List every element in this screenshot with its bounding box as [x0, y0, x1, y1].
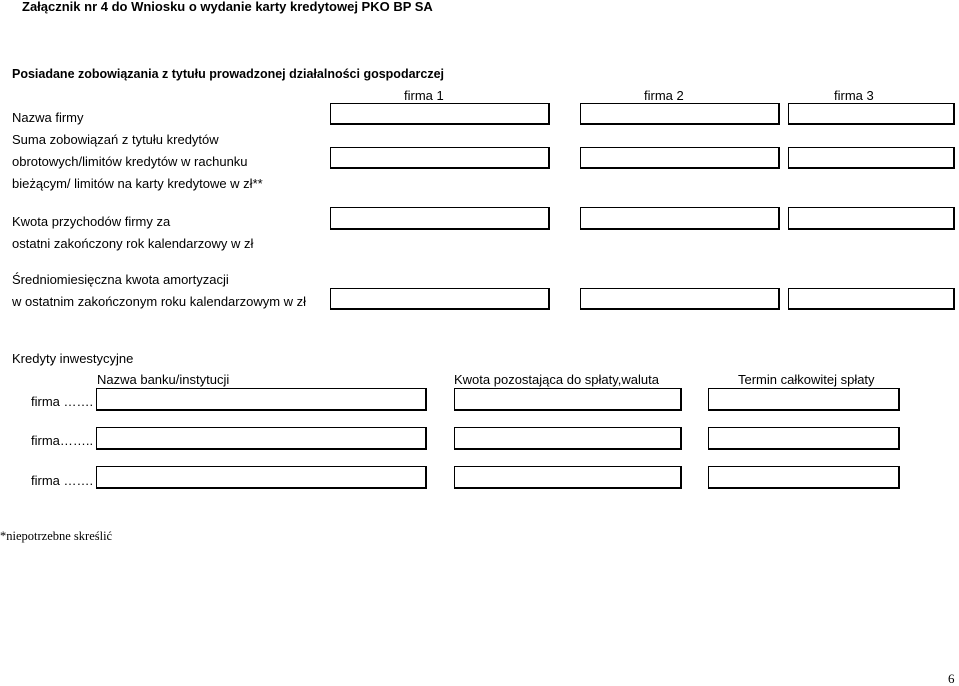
row-label-liabilities-line-3: bieżącym/ limitów na karty kredytowe w zł** [12, 176, 263, 191]
investment-amount-field-1[interactable] [454, 388, 682, 411]
depreciation-field-firma-3[interactable] [788, 288, 955, 310]
investment-row-label-3: firma ……. [31, 473, 94, 488]
company-name-field-firma-3[interactable] [788, 103, 955, 125]
liabilities-field-firma-1[interactable] [330, 147, 550, 169]
investment-date-field-1[interactable] [708, 388, 900, 411]
row-label-depreciation-line-2: w ostatnim zakończonym roku kalendarzowym w zł [12, 294, 307, 309]
company-name-field-firma-2[interactable] [580, 103, 780, 125]
investment-row-label-2: firma…….. [31, 433, 94, 448]
company-name-field-firma-1[interactable] [330, 103, 550, 125]
investment-date-field-2[interactable] [708, 427, 900, 450]
investment-bank-field-2[interactable] [96, 427, 427, 450]
document-title: Załącznik nr 4 do Wniosku o wydanie karty kredytowej PKO BP SA [22, 0, 433, 14]
column-header-firma-1: firma 1 [404, 88, 444, 103]
row-label-depreciation-line-1: Średniomiesięczna kwota amortyzacji [12, 272, 229, 287]
investment-column-repayment-date: Termin całkowitej spłaty [738, 372, 875, 387]
investment-date-field-3[interactable] [708, 466, 900, 489]
depreciation-field-firma-1[interactable] [330, 288, 550, 310]
investment-column-remaining-amount: Kwota pozostająca do spłaty,waluta [454, 372, 659, 387]
investment-amount-field-3[interactable] [454, 466, 682, 489]
row-label-revenue-line-1: Kwota przychodów firmy za [12, 214, 171, 229]
depreciation-field-firma-2[interactable] [580, 288, 780, 310]
footnote: *niepotrzebne skreślić [0, 529, 113, 543]
row-label-liabilities-line-2: obrotowych/limitów kredytów w rachunku [12, 154, 248, 169]
column-header-firma-2: firma 2 [644, 88, 684, 103]
liabilities-field-firma-2[interactable] [580, 147, 780, 169]
investment-amount-field-2[interactable] [454, 427, 682, 450]
page-number: 6 [948, 671, 955, 686]
liabilities-field-firma-3[interactable] [788, 147, 955, 169]
investment-bank-field-3[interactable] [96, 466, 427, 489]
revenue-field-firma-2[interactable] [580, 207, 780, 230]
row-label-liabilities-line-1: Suma zobowiązań z tytułu kredytów [12, 132, 219, 147]
column-header-firma-3: firma 3 [834, 88, 874, 103]
row-label-company-name: Nazwa firmy [12, 110, 84, 125]
revenue-field-firma-3[interactable] [788, 207, 955, 230]
revenue-field-firma-1[interactable] [330, 207, 550, 230]
section-heading: Posiadane zobowiązania z tytułu prowadzonej działalności gospodarczej [12, 67, 445, 81]
investment-column-bank: Nazwa banku/instytucji [97, 372, 230, 387]
row-label-revenue-line-2: ostatni zakończony rok kalendarzowy w zł [12, 236, 254, 251]
investment-bank-field-1[interactable] [96, 388, 427, 411]
investment-row-label-1: firma ……. [31, 394, 94, 409]
investment-heading: Kredyty inwestycyjne [12, 351, 134, 366]
